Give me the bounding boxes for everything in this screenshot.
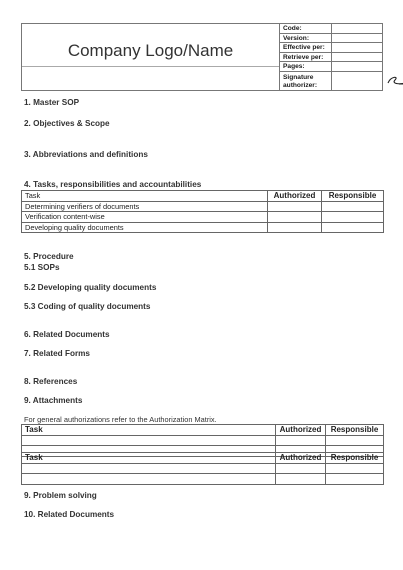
heading-related-documents-2: 10. Related Documents xyxy=(24,510,115,519)
col-header-authorized: Authorized xyxy=(276,425,326,436)
table-header-row xyxy=(22,191,384,202)
heading-related-forms: 7. Related Forms xyxy=(24,349,90,358)
meta-label-code: Code: xyxy=(283,25,302,32)
document-metadata xyxy=(279,24,383,90)
authorized-cell xyxy=(268,212,322,223)
task-cell: Developing quality documents xyxy=(22,222,268,233)
meta-label-pages: Pages: xyxy=(283,63,305,70)
col-header-task: Task xyxy=(22,425,276,436)
col-header-responsible: Responsible xyxy=(326,453,384,464)
table-header-row xyxy=(22,453,384,464)
heading-related-documents: 6. Related Documents xyxy=(24,330,110,339)
col-header-authorized: Authorized xyxy=(276,453,326,464)
authorized-cell xyxy=(268,222,322,233)
meta-label-version: Version: xyxy=(283,34,310,42)
col-header-task: Task xyxy=(22,453,276,464)
meta-label-effective: Effective per: xyxy=(283,44,325,51)
table-row xyxy=(22,435,384,446)
heading-procedure: 5. Procedure xyxy=(24,252,74,261)
logo-area xyxy=(22,24,279,90)
heading-coding-quality: 5.3 Coding of quality documents xyxy=(24,302,151,311)
meta-row-code xyxy=(280,24,383,34)
task-cell: Verification content-wise xyxy=(22,212,268,223)
meta-row-signature xyxy=(280,72,383,91)
table-row xyxy=(22,212,384,223)
meta-value-code xyxy=(331,24,383,33)
authorization-table-2 xyxy=(21,452,384,485)
meta-row-pages xyxy=(280,62,383,72)
heading-references: 8. References xyxy=(24,377,78,386)
table-row xyxy=(22,222,384,233)
meta-value-retrieve xyxy=(331,53,383,62)
meta-label-signature: Signature xyxy=(283,73,314,81)
meta-row-retrieve xyxy=(280,53,383,63)
meta-value-version xyxy=(331,34,383,43)
heading-problem-solving: 9. Problem solving xyxy=(24,491,97,500)
responsible-cell xyxy=(322,201,384,212)
heading-developing-quality: 5.2 Developing quality documents xyxy=(24,283,157,292)
document-header xyxy=(21,23,383,91)
signature-icon xyxy=(385,74,403,88)
task-cell: Determining verifiers of documents xyxy=(22,201,268,212)
meta-value-effective xyxy=(331,43,383,52)
table-row xyxy=(22,201,384,212)
tasks-table xyxy=(21,190,384,233)
meta-value-signature xyxy=(331,72,383,91)
responsible-cell xyxy=(322,212,384,223)
col-header-task: Task xyxy=(22,191,268,202)
logo-divider xyxy=(22,66,279,67)
heading-abbreviations: 3. Abbreviations and definitions xyxy=(24,150,148,159)
heading-objectives: 2. Objectives & Scope xyxy=(24,119,110,128)
authorized-cell xyxy=(268,201,322,212)
heading-attachments: 9. Attachments xyxy=(24,396,83,405)
company-logo-name: Company Logo/Name xyxy=(67,41,234,60)
col-header-authorized: Authorized xyxy=(268,191,322,202)
col-header-responsible: Responsible xyxy=(326,425,384,436)
meta-label-authorizer: authorizer: xyxy=(283,81,318,89)
responsible-cell xyxy=(322,222,384,233)
table-row xyxy=(22,463,384,474)
heading-sops: 5.1 SOPs xyxy=(24,263,60,272)
col-header-responsible: Responsible xyxy=(322,191,384,202)
meta-row-version xyxy=(280,34,383,44)
heading-tasks: 4. Tasks, responsibilities and accountabilities xyxy=(24,180,202,189)
table-header-row xyxy=(22,425,384,436)
meta-label-retrieve: Retrieve per: xyxy=(283,53,324,61)
table-row xyxy=(22,474,384,485)
meta-value-pages xyxy=(331,62,383,71)
heading-master-sop: 1. Master SOP xyxy=(24,98,80,107)
meta-row-effective xyxy=(280,43,383,53)
authorization-note: For general authorizations refer to the Authorization Matrix. xyxy=(24,415,217,424)
